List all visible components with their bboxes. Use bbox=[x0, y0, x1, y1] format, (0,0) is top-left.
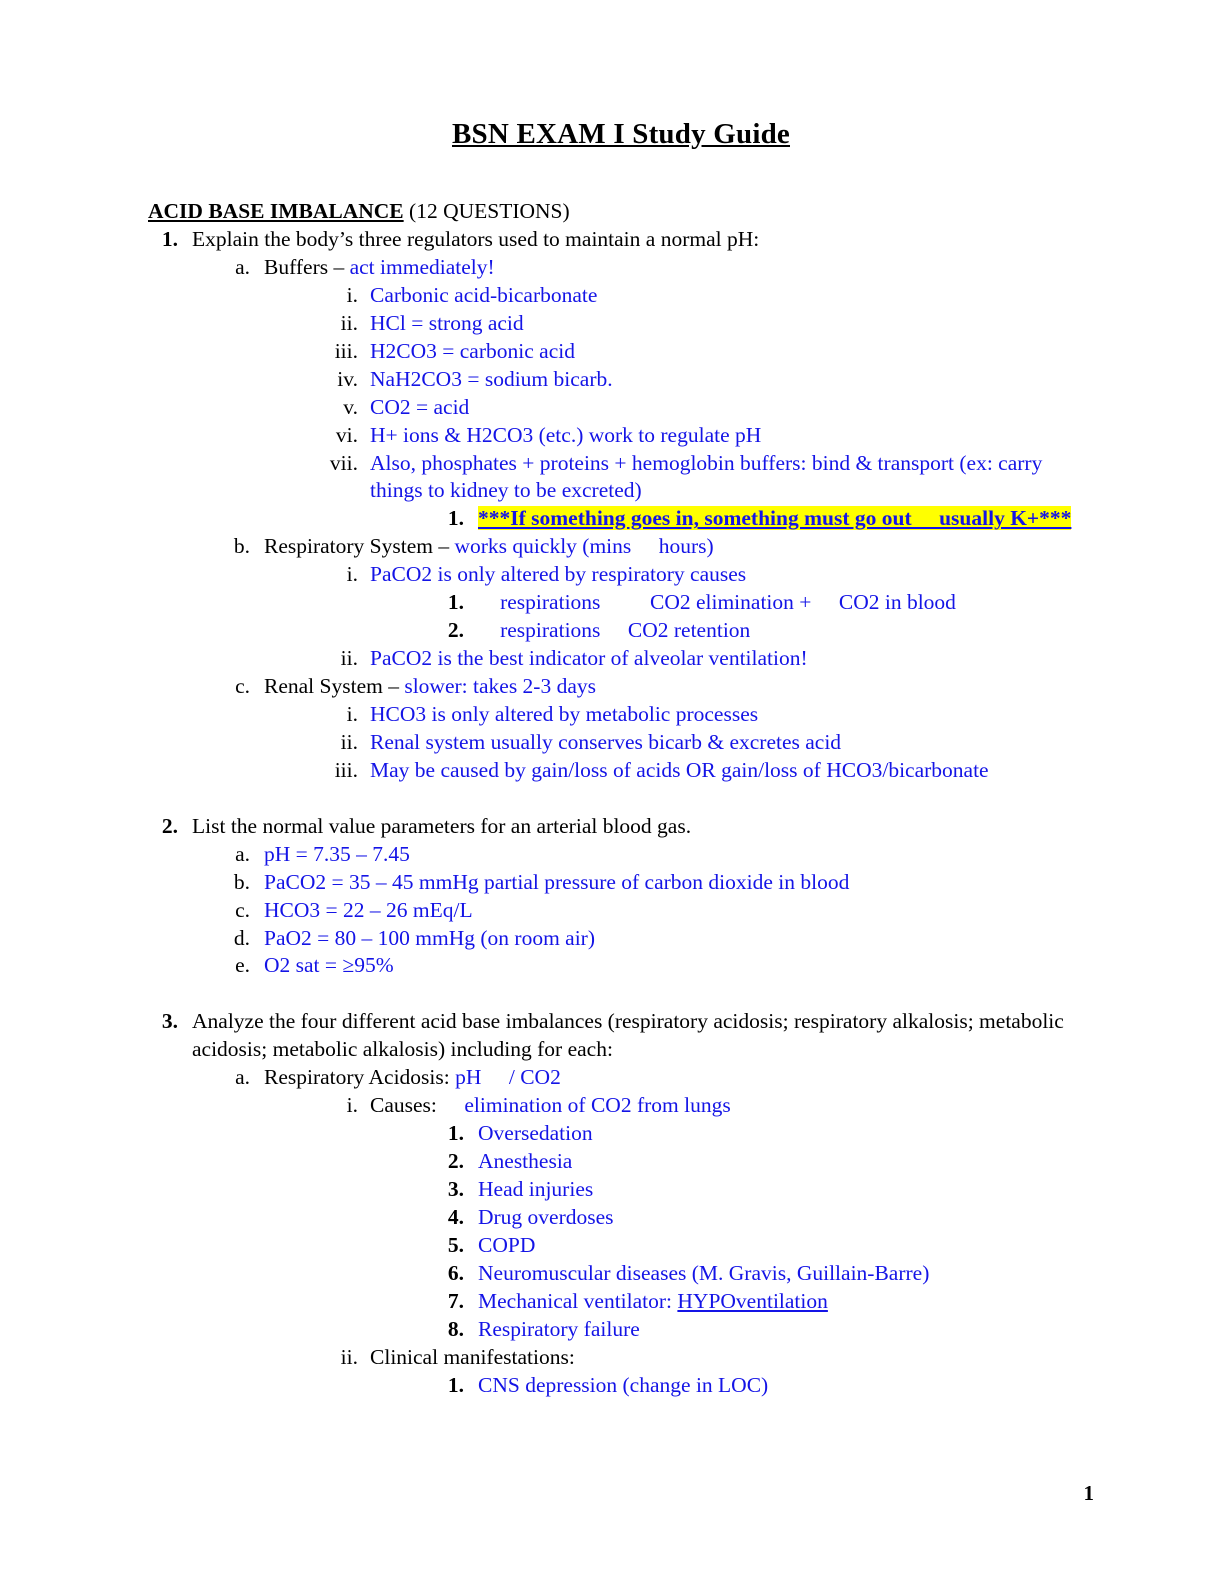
outline-level-2 bbox=[220, 1064, 1094, 1399]
list-item bbox=[438, 617, 1094, 645]
list-item bbox=[322, 310, 1094, 338]
list-item bbox=[220, 533, 1094, 673]
list-text: Buffers – bbox=[264, 254, 350, 279]
outline-level-3 bbox=[322, 561, 1094, 673]
list-marker: 3. bbox=[161, 1009, 178, 1034]
outline-level-2 bbox=[220, 841, 1094, 981]
list-text-underlined: HYPOventilation bbox=[677, 1288, 828, 1313]
list-marker: iv. bbox=[337, 366, 358, 391]
list-item bbox=[220, 1064, 1094, 1399]
outline-level-2 bbox=[220, 254, 1094, 785]
list-text: Anesthesia bbox=[478, 1149, 573, 1174]
list-item bbox=[322, 645, 1094, 673]
list-marker: 1. bbox=[447, 590, 464, 615]
list-text: HCO3 = 22 – 26 mEq/L bbox=[264, 897, 473, 922]
list-text: Respiratory failure bbox=[478, 1316, 640, 1341]
list-item bbox=[322, 394, 1094, 422]
list-item bbox=[148, 813, 1094, 981]
list-text: Clinical manifestations: bbox=[370, 1344, 575, 1369]
list-text: List the normal value parameters for an arterial blood gas. bbox=[192, 813, 692, 838]
list-marker: 1. bbox=[161, 227, 178, 251]
list-item bbox=[322, 701, 1094, 729]
list-marker: c. bbox=[235, 674, 250, 698]
list-marker: 2. bbox=[161, 813, 178, 838]
list-text: Carbonic acid-bicarbonate bbox=[370, 282, 598, 307]
list-text: Analyze the four different acid base imbalances (respiratory acidosis; respiratory alkalosis; metabolic acidosis; metabolic alkalosis) including for each: bbox=[192, 1009, 1064, 1062]
list-item bbox=[220, 841, 1094, 869]
outline-level-4 bbox=[438, 589, 1094, 645]
list-item bbox=[322, 757, 1094, 785]
list-text: Oversedation bbox=[478, 1121, 593, 1146]
list-text: Explain the body’s three regulators used to maintain a normal pH: bbox=[192, 227, 760, 251]
list-item bbox=[220, 897, 1094, 925]
outline-level-3 bbox=[322, 701, 1094, 785]
list-item bbox=[220, 925, 1094, 953]
list-marker: i. bbox=[346, 282, 358, 307]
list-item bbox=[220, 869, 1094, 897]
list-item bbox=[322, 729, 1094, 757]
list-item bbox=[220, 673, 1094, 785]
list-item bbox=[148, 226, 1094, 785]
list-marker: iii. bbox=[334, 338, 358, 363]
list-marker: vi. bbox=[335, 422, 358, 447]
page-number: 1 bbox=[1083, 1481, 1094, 1505]
list-item bbox=[438, 1120, 1094, 1148]
section-heading bbox=[148, 199, 1094, 224]
paragraph-spacer bbox=[148, 785, 1094, 813]
list-item bbox=[322, 450, 1094, 534]
list-text: May be caused by gain/loss of acids OR gain/loss of HCO3/bicarbonate bbox=[370, 757, 989, 782]
list-item bbox=[438, 1204, 1094, 1232]
list-text: O2 sat = ≥95% bbox=[264, 953, 394, 978]
list-marker: ii. bbox=[340, 729, 358, 754]
list-text: Renal System – bbox=[264, 674, 405, 698]
list-marker: 4. bbox=[447, 1204, 464, 1229]
list-text-blue: pH / CO2 bbox=[455, 1065, 539, 1090]
list-marker: ii. bbox=[340, 646, 358, 671]
list-text: respirations CO2 retention bbox=[478, 618, 707, 643]
list-text-blue: elimination of CO2 from lungs bbox=[442, 1093, 709, 1118]
list-text: respirations CO2 elimination + CO2 in blood bbox=[478, 590, 868, 615]
list-item bbox=[438, 1176, 1094, 1204]
list-item bbox=[148, 1008, 1094, 1399]
list-text: PaCO2 is the best indicator of alveolar ventilation! bbox=[370, 646, 808, 671]
list-marker: c. bbox=[235, 897, 250, 922]
list-marker: 1. bbox=[447, 1121, 464, 1146]
section-heading-bold: ACID BASE IMBALANCE bbox=[148, 199, 404, 223]
list-marker: v. bbox=[343, 394, 358, 419]
list-marker: a. bbox=[235, 1065, 250, 1090]
list-item bbox=[438, 1288, 1094, 1316]
list-marker: i. bbox=[346, 562, 358, 587]
list-text-blue: slower: takes 2-3 days bbox=[404, 674, 597, 698]
list-text-blue: act immediately! bbox=[349, 254, 495, 279]
list-marker: 5. bbox=[447, 1232, 464, 1257]
outline-level-4 bbox=[438, 1372, 1094, 1400]
list-text: PaCO2 is only altered by respiratory causes bbox=[370, 562, 747, 587]
outline-level-3 bbox=[322, 1092, 1094, 1399]
list-item bbox=[438, 1316, 1094, 1344]
list-text: Respiratory Acidosis: bbox=[264, 1065, 456, 1090]
list-item bbox=[438, 1232, 1094, 1260]
outline-level-3 bbox=[322, 282, 1094, 533]
list-text: Neuromuscular diseases (M. Gravis, Guillain-Barre) bbox=[478, 1260, 930, 1285]
list-text: Causes: bbox=[370, 1093, 443, 1118]
highlighted-note: ***If something goes in, something must go out usually K+*** bbox=[478, 506, 1071, 530]
list-item bbox=[438, 1260, 1094, 1288]
list-marker: iii. bbox=[334, 757, 358, 782]
list-text: Drug overdoses bbox=[478, 1204, 614, 1229]
section-heading-rest: (12 QUESTIONS) bbox=[403, 199, 570, 223]
list-item bbox=[322, 366, 1094, 394]
list-text: pH = 7.35 – 7.45 bbox=[264, 841, 410, 866]
page-title: BSN EXAM I Study Guide bbox=[452, 118, 790, 150]
list-text: H+ ions & H2CO3 (etc.) work to regulate pH bbox=[370, 422, 762, 447]
list-text: Mechanical ventilator: bbox=[478, 1288, 678, 1313]
list-text: NaH2CO3 = sodium bicarb. bbox=[370, 366, 613, 391]
list-text: Respiratory System – bbox=[264, 534, 455, 559]
list-marker: 6. bbox=[447, 1260, 464, 1285]
list-text: HCO3 is only altered by metabolic processes bbox=[370, 701, 759, 726]
list-text: Renal system usually conserves bicarb & excretes acid bbox=[370, 729, 842, 754]
list-item bbox=[438, 505, 1094, 533]
list-item bbox=[438, 589, 1094, 617]
list-marker: a. bbox=[235, 841, 250, 866]
list-marker: ii. bbox=[340, 310, 358, 335]
list-marker: b. bbox=[233, 534, 250, 559]
list-item bbox=[322, 561, 1094, 645]
list-marker: vii. bbox=[329, 450, 358, 475]
list-text: PaO2 = 80 – 100 mmHg (on room air) bbox=[264, 925, 596, 950]
list-text: PaCO2 = 35 – 45 mmHg partial pressure of carbon dioxide in blood bbox=[264, 869, 850, 894]
list-item bbox=[322, 422, 1094, 450]
list-text: CNS depression (change in LOC) bbox=[478, 1372, 769, 1397]
list-text-blue: works quickly (mins hours) bbox=[454, 534, 692, 559]
list-marker: 3. bbox=[447, 1177, 464, 1201]
paragraph-spacer bbox=[148, 980, 1094, 1008]
list-text: CO2 = acid bbox=[370, 394, 470, 419]
list-item bbox=[322, 1092, 1094, 1343]
list-text: COPD bbox=[478, 1232, 536, 1257]
list-marker: 2. bbox=[447, 1149, 464, 1174]
list-item bbox=[322, 282, 1094, 310]
list-marker: 2. bbox=[447, 618, 464, 643]
list-item bbox=[220, 254, 1094, 533]
list-text: Also, phosphates + proteins + hemoglobin buffers: bind & transport (ex: carry things to kidney to be excreted) bbox=[370, 450, 1043, 503]
list-marker: ii. bbox=[340, 1344, 358, 1369]
list-item bbox=[220, 952, 1094, 980]
list-marker: i. bbox=[346, 701, 358, 726]
list-marker: 1. bbox=[447, 506, 464, 531]
outline-level-1 bbox=[148, 226, 1094, 1400]
list-text: Head injuries bbox=[478, 1177, 594, 1201]
list-item bbox=[438, 1372, 1094, 1400]
list-marker: b. bbox=[233, 869, 250, 894]
list-marker: e. bbox=[235, 953, 250, 978]
list-text: HCl = strong acid bbox=[370, 310, 524, 335]
list-item bbox=[322, 1344, 1094, 1400]
list-marker: d. bbox=[233, 925, 250, 950]
list-marker: i. bbox=[346, 1093, 358, 1118]
list-item bbox=[438, 1148, 1094, 1176]
outline-level-4 bbox=[438, 1120, 1094, 1344]
list-marker: 1. bbox=[447, 1372, 464, 1397]
list-text: H2CO3 = carbonic acid bbox=[370, 338, 575, 363]
list-item bbox=[322, 338, 1094, 366]
list-marker: 7. bbox=[447, 1288, 464, 1313]
list-marker: a. bbox=[235, 254, 250, 279]
list-marker: 8. bbox=[447, 1316, 464, 1341]
outline-level-4 bbox=[438, 505, 1094, 533]
